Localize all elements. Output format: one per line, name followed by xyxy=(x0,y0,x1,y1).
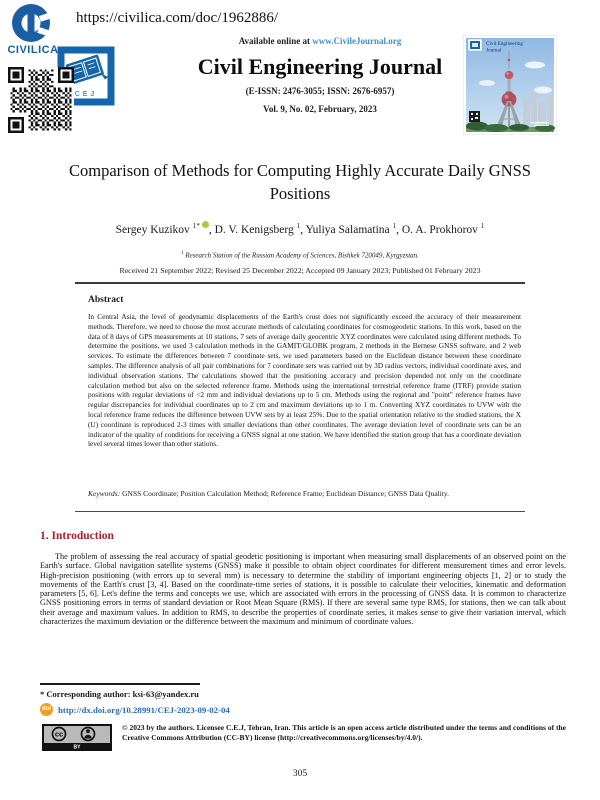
keywords-text: GNSS Coordinate; Position Calculation Method; Reference Frame; Euclidean Distance; GNSS Data Quality. xyxy=(122,489,450,498)
keywords-line xyxy=(88,489,521,498)
doi-link[interactable]: http://dx.doi.org/10.28991/CEJ-2023-09-02-04 xyxy=(58,704,230,715)
author-name: D. V. Kenigsberg xyxy=(214,223,294,236)
section-heading-introduction: 1. Introduction xyxy=(40,530,114,542)
affiliation-text: Research Station of the Russian Academy of Sciences, Bishkek 720049, Kyrgyzstan. xyxy=(185,251,419,260)
issn-line: (E-ISSN: 2476-3055; ISSN: 2676-6957) xyxy=(245,86,395,96)
page-number: 305 xyxy=(292,769,308,779)
abstract-heading: Abstract xyxy=(88,295,124,305)
author-name: O. A. Prokhorov xyxy=(401,223,478,236)
affiliation-sup: 1 xyxy=(181,251,184,256)
civilica-logo-icon xyxy=(8,3,56,45)
doi-line xyxy=(40,703,230,716)
license-text: © 2023 by the authors. Licensee C.E.J, Tehran, Iran. This article is an open access article distributed under the terms and conditions of the Creative Commons Attribution (CC-BY) license (http://creativecommons.org/licenses/by/4.0/). xyxy=(122,723,566,742)
journal-cover-image xyxy=(463,35,557,135)
author-line xyxy=(0,221,600,236)
journal-website-link[interactable]: www.CivileJournal.org xyxy=(312,36,402,46)
author-separator: , xyxy=(300,223,304,236)
volume-line: Vol. 9, No. 02, February, 2023 xyxy=(263,104,377,114)
civilica-doc-url[interactable]: https://civilica.com/doc/1962886/ xyxy=(76,10,279,26)
header-divider xyxy=(75,282,525,284)
author-name: Sergey Kuzikov xyxy=(115,223,190,236)
author-affil-sup: 1 xyxy=(480,222,485,230)
cover-qr-code xyxy=(469,111,480,122)
footnote-divider xyxy=(40,683,200,685)
civilica-label: CIVILICA xyxy=(7,44,59,56)
qr-code xyxy=(8,67,74,133)
author-separator: , xyxy=(396,223,399,236)
author-affil-sup: 1 xyxy=(296,222,301,230)
affiliation-line xyxy=(0,251,600,259)
available-online-prefix: Available online at xyxy=(238,36,311,46)
author-affil-sup: 1 xyxy=(392,222,397,230)
introduction-paragraph: The problem of assessing the real accuracy of spatial geodetic positioning is important when measuring small displacements of an observed point on the Earth's surface. Global navigation satellite systems (GNSS) make it possible to obtain object coordinates for different measurement times and error levels. High-precision positioning (with errors up to several mm) is necessary to determine the stability of important engineering objects [1, 2] or to study the movements of the Earth's crust [3, 4]. Based on the coordinate-time series of stations, it is possible to calculate their velocities, kinematic and deformation parameters [5, 6]. Let's define the terms and concepts we use, which are associated with errors in the processing of GNSS data. It is common to characterize GNSS positioning errors in terms of standard deviation or Root Mean Square (RMS). If there are several same type RMS, for stations, then we can talk about their average and maximum values. In addition to RMS, to describe the properties of coordinate series, it makes sense to give their variation interval, which characterizes the maximum deviation or the difference between the maximum and minimum of coordinate values. xyxy=(40,552,566,627)
cc-glyph: cc xyxy=(54,729,64,739)
cc-by-license-badge xyxy=(42,724,112,751)
cc-by-label: BY xyxy=(73,744,81,751)
author-name: Yuliya Salamatina xyxy=(305,223,390,236)
corresponding-author-line: * Corresponding author: ksi-63@yandex.ru xyxy=(40,689,199,699)
cover-title-line1: Civil Engineering xyxy=(486,41,524,47)
article-dates: Received 21 September 2022; Revised 25 December 2022; Accepted 09 January 2023; Published 01 February 2023 xyxy=(119,266,481,275)
article-title: Comparison of Methods for Computing Highly Accurate Daily GNSS Positions xyxy=(69,161,531,204)
abstract-text: In Central Asia, the level of geodynamic displacements of the Earth's crust does not significantly exceed the accuracy of their measurement methods. Therefore, we need to choose the most accurate methods of calculating coordinates for cosmogeodetic stations. In this work, based on the data of 8 days of GPS measurements at 10 stations, 7 sets of average daily geocentric XYZ coordinates were calculated using different methods. To determine the positions, we used 3 calculation methods in the GAMIT/GLOBK program, 2 methods in the Bernese GNSS software, and 2 web services. To estimate the differences between 7 coordinate sets, we used parameters based on the Euclidean distance between these coordinate samples. The difference analysis of all pair combinations for 7 coordinate sets was carried out by 3D radius vectors, individual coordinate axes, and individual observation stations. The calculations showed that the positioning accuracy and precision depended not only on the coordinate calculation method but also on the selected reference frame. Methods using the international terrestrial reference frame (ITRF) provide station positions with regular deviations of <2 mm and individual deviations up to 5 cm. Methods using the regional and "point" reference frames have regular discrepancies for individual coordinates up to 2 cm and maximum deviations up to 1 m. Converting XYZ coordinates to UVW with the local reference frame reduces the difference between UVW sets by at least 25%. Due to the spatial orientation relative to the studied stations, the X (U) coordinate is reproduced 2-3 times with smaller deviations than other coordinates. The average deviation level of coordinate sets can be an indicator of the quality of conditions for receiving a GNSS signal at one station. We have identified the station group that has a coordinate deviation level several times lower than other stations. xyxy=(88,312,521,449)
abstract-divider xyxy=(75,511,525,512)
doi-icon: doi xyxy=(40,703,53,716)
cej-label: CEJ xyxy=(74,91,98,98)
orcid-icon[interactable] xyxy=(202,221,209,228)
author-separator: , xyxy=(208,223,212,236)
author-affil-sup: 1* xyxy=(192,222,200,230)
keywords-label: Keywords: xyxy=(88,489,121,498)
cover-title-line2: Journal xyxy=(486,47,502,54)
journal-title: Civil Engineering Journal xyxy=(197,54,443,79)
